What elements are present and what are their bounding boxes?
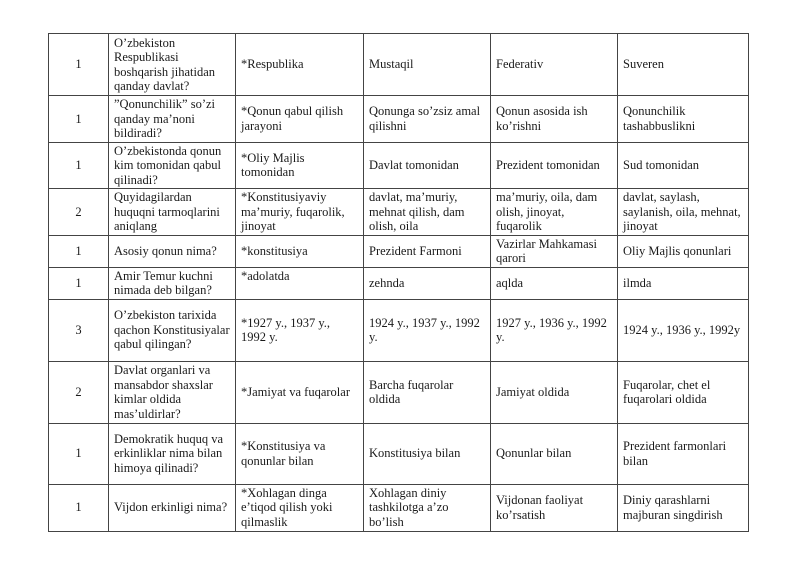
answer-b-cell: Prezident Farmoni	[364, 235, 491, 267]
question-cell: Davlat organlari va mansabdor shaxslar kimlar oldida mas’uldirlar?	[109, 361, 236, 423]
question-cell: O’zbekiston tarixida qachon Konstitusiyalar qabul qilingan?	[109, 299, 236, 361]
table-row	[49, 361, 749, 423]
points-cell: 2	[49, 361, 109, 423]
answer-b-cell: zehnda	[364, 267, 491, 299]
answer-d-cell: Suveren	[618, 34, 749, 96]
table-row	[49, 484, 749, 531]
question-cell: Amir Temur kuchni nimada deb bilgan?	[109, 267, 236, 299]
question-cell: ”Qonunchilik” so’zi qanday ma’noni bildiradi?	[109, 96, 236, 143]
answer-a-cell: *Xohlagan dinga e’tiqod qilish yoki qilmaslik	[236, 484, 364, 531]
answer-d-cell: Prezident farmonlari bilan	[618, 423, 749, 484]
table-row	[49, 189, 749, 236]
table-row	[49, 142, 749, 189]
question-cell: Demokratik huquq va erkinliklar nima bilan himoya qilinadi?	[109, 423, 236, 484]
answer-b-cell: Barcha fuqarolar oldida	[364, 361, 491, 423]
table-row	[49, 299, 749, 361]
answer-b-cell: Davlat tomonidan	[364, 142, 491, 189]
answer-a-cell: *1927 y., 1937 y., 1992 y.	[236, 299, 364, 361]
answer-b-cell: Xohlagan diniy tashkilotga a’zo bo’lish	[364, 484, 491, 531]
points-cell: 1	[49, 96, 109, 143]
answer-b-cell: Konstitusiya bilan	[364, 423, 491, 484]
table-row	[49, 267, 749, 299]
answer-c-cell: 1927 y., 1936 y., 1992 y.	[491, 299, 618, 361]
answer-d-cell: Diniy qarashlarni majburan singdirish	[618, 484, 749, 531]
table-row	[49, 34, 749, 96]
answer-a-cell: *Konstitusiya va qonunlar bilan	[236, 423, 364, 484]
answer-b-cell: 1924 y., 1937 y., 1992 y.	[364, 299, 491, 361]
table-row	[49, 423, 749, 484]
answer-a-cell: *Konstitusiyaviy ma’muriy, fuqarolik, jinoyat	[236, 189, 364, 236]
points-cell: 1	[49, 142, 109, 189]
question-cell: Quyidagilardan huquqni tarmoqlarini aniqlang	[109, 189, 236, 236]
answer-c-cell: aqlda	[491, 267, 618, 299]
answer-d-cell: 1924 y., 1936 y., 1992y	[618, 299, 749, 361]
points-cell: 1	[49, 484, 109, 531]
answer-d-cell: Oliy Majlis qonunlari	[618, 235, 749, 267]
table-row	[49, 235, 749, 267]
answer-c-cell: Federativ	[491, 34, 618, 96]
points-cell: 1	[49, 235, 109, 267]
answer-c-cell: Vijdonan faoliyat ko’rsatish	[491, 484, 618, 531]
answer-d-cell: Sud tomonidan	[618, 142, 749, 189]
answer-a-cell: *Oliy Majlis tomonidan	[236, 142, 364, 189]
answer-d-cell: Qonunchilik tashabbuslikni	[618, 96, 749, 143]
answer-c-cell: Qonunlar bilan	[491, 423, 618, 484]
answer-b-cell: davlat, ma’muriy, mehnat qilish, dam olish, oila	[364, 189, 491, 236]
answer-d-cell: Fuqarolar, chet el fuqarolari oldida	[618, 361, 749, 423]
answer-c-cell: Vazirlar Mahkamasi qarori	[491, 235, 618, 267]
quiz-table	[48, 33, 749, 532]
points-cell: 1	[49, 267, 109, 299]
points-cell: 1	[49, 423, 109, 484]
points-cell: 1	[49, 34, 109, 96]
question-cell: Vijdon erkinligi nima?	[109, 484, 236, 531]
answer-a-cell: *adolatda	[236, 267, 364, 299]
question-cell: Asosiy qonun nima?	[109, 235, 236, 267]
answer-c-cell: Qonun asosida ish ko’rishni	[491, 96, 618, 143]
answer-a-cell: *konstitusiya	[236, 235, 364, 267]
answer-c-cell: Jamiyat oldida	[491, 361, 618, 423]
answer-d-cell: davlat, saylash, saylanish, oila, mehnat, jinoyat	[618, 189, 749, 236]
answer-d-cell: ilmda	[618, 267, 749, 299]
answer-b-cell: Qonunga so’zsiz amal qilishni	[364, 96, 491, 143]
question-cell: O’zbekiston Respublikasi boshqarish jihatidan qanday davlat?	[109, 34, 236, 96]
points-cell: 3	[49, 299, 109, 361]
answer-b-cell: Mustaqil	[364, 34, 491, 96]
answer-c-cell: ma’muriy, oila, dam olish, jinoyat, fuqarolik	[491, 189, 618, 236]
question-cell: O’zbekistonda qonun kim tomonidan qabul qilinadi?	[109, 142, 236, 189]
answer-a-cell: *Respublika	[236, 34, 364, 96]
answer-a-cell: *Jamiyat va fuqarolar	[236, 361, 364, 423]
points-cell: 2	[49, 189, 109, 236]
table-row	[49, 96, 749, 143]
answer-c-cell: Prezident tomonidan	[491, 142, 618, 189]
answer-a-cell: *Qonun qabul qilish jarayoni	[236, 96, 364, 143]
